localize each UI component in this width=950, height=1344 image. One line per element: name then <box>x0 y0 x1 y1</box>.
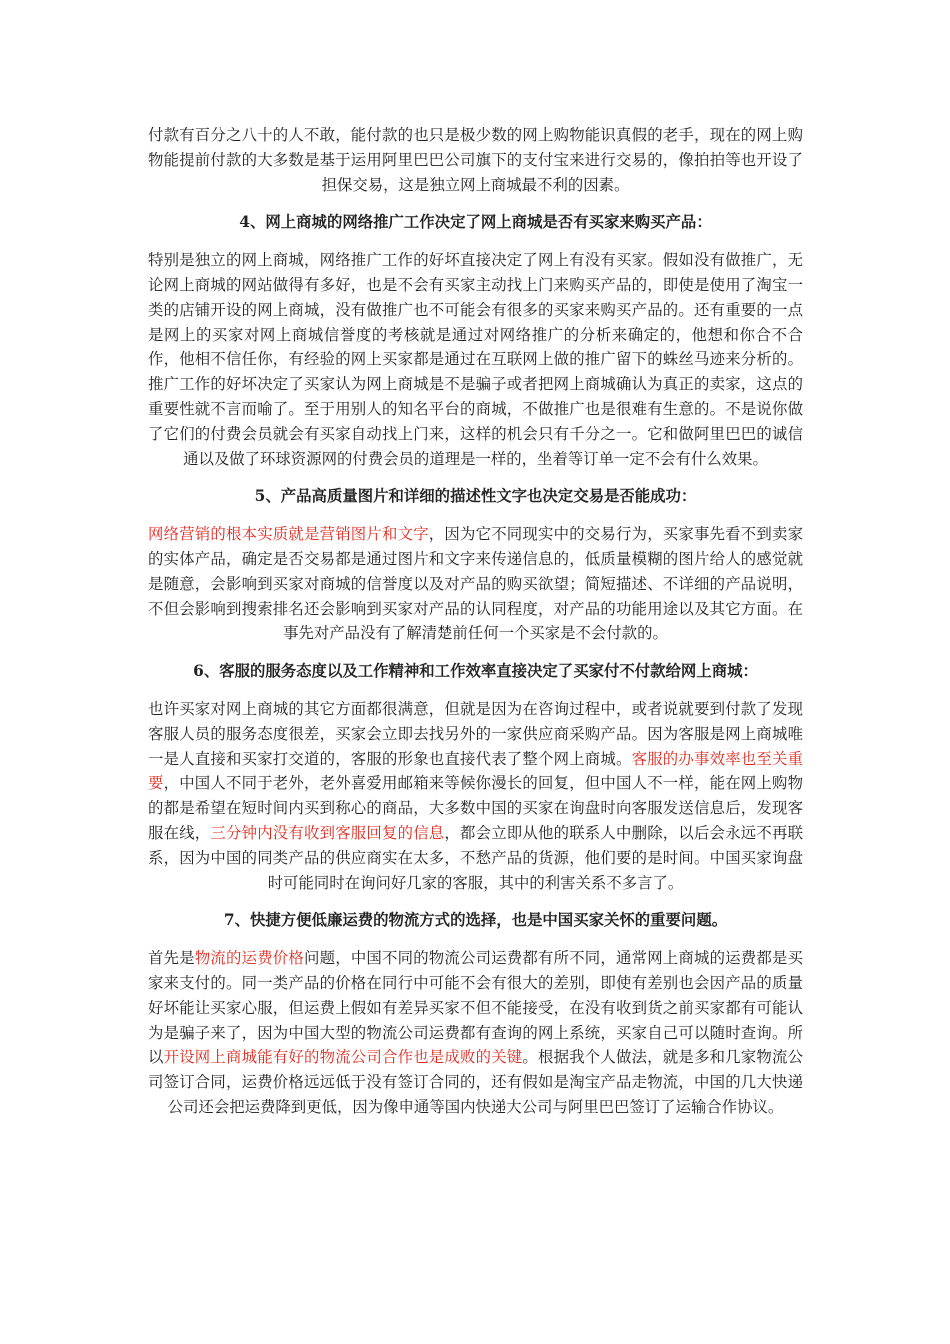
text-run: ，都会立即从他的联系人中删除，以后会永远不再联系，因为中国的同类产品的供应商实在太多，不愁产品的货源，他们要的是时间。中国买家询盘时可能同时在询问好几家的客服，其中的利害关系不多言了。 <box>148 823 803 892</box>
paragraph-promotion <box>148 248 803 471</box>
heading-section-7: 7、快捷方便低廉运费的物流方式的选择，也是中国买家关怀的重要问题。 <box>223 911 728 930</box>
highlight-text: 客服的办事效率也至关重要 <box>148 749 803 793</box>
text-run: ，因为它不同现实中的交易行为，买家事先看不到卖家的实体产品，确定是否交易都是通过图片和文字来传递信息的，低质量模糊的图片给人的感觉就是随意，会影响到买家对商城的信誉度以及对产品的购买欲望；简短描述、不详细的产品说明，不但会影响到搜索排名还会影响到买家对产品的认同程度，对产品的功能用途以及其它方面。在事先对产品没有了解清楚前任何一个买家是不会付款的。 <box>148 525 803 643</box>
text-run: 首先是 <box>148 949 195 968</box>
paragraph-images <box>148 522 803 646</box>
highlight-text: 物流的运费价格 <box>194 949 305 968</box>
paragraph-customer-service <box>148 697 803 895</box>
text-run: 问题，中国不同的物流公司运费都有所不同，通常网上商城的运费都是买家来支付的。同一类产品的价格在同行中可能不会有很大的差别，即使有差别也会因产品的质量好坏能让买家心服，但运费上假如有差异买家不但不能接受，在没有收到货之前买家都有可能认为是骗子来了，因为中国大型的物流公司运费都有查询的网上系统，买家自己可以随时查询。所以 <box>148 949 803 1067</box>
paragraph-logistics <box>148 946 803 1120</box>
text-run: 也许买家对网上商城的其它方面都很满意，但就是因为在咨询过程中，或者说就要到付款了发现客服人员的服务态度很差，买家会立即去找另外的一家供应商采购产品。因为客服是网上商城唯一是人直接和买家打交道的，客服的形象也直接代表了整个网上商城。 <box>148 699 803 768</box>
highlight-text: 网络营销的根本实质就是营销图片和文字 <box>148 525 429 544</box>
text-run: 付款有百分之八十的人不敢，能付款的也只是极少数的网上购物能识真假的老手，现在的网上购物能提前付款的大多数是基于运用阿里巴巴公司旗下的支付宝来进行交易的，像拍拍等也开设了担保交易，这是独立网上商城最不利的因素。 <box>148 126 803 194</box>
text-run: ，中国人不同于老外，老外喜爱用邮箱来等候你漫长的回复，但中国人不一样，能在网上购物的都是希望在短时间内买到称心的商品，大多数中国的买家在询盘时向客服发送信息后，发现客服在线， <box>148 774 803 842</box>
heading-section-6: 6、客服的服务态度以及工作精神和工作效率直接决定了买家付不付款给网上商城： <box>193 662 758 681</box>
text-run: 特别是独立的网上商城，网络推广工作的好坏直接决定了网上有没有买家。假如没有做推广，无论网上商城的网站做得有多好，也是不会有买家主动找上门来购买产品的，即使是使用了淘宝一类的店铺开设的网上商城，没有做推广也不可能会有很多的买家来购买产品的。还有重要的一点是网上的买家对网上商城信誉度的考核就是通过对网络推广的分析来确定的，他想和你合不合作，他相不信任你，有经验的网上买家都是通过在互联网上做的推广留下的蛛丝马迹来分析的。推广工作的好坏决定了买家认为网上商城是不是骗子或者把网上商城确认为真正的卖家，这点的重要性就不言而喻了。至于用别人的知名平台的商城，不做推广也是很难有生意的。不是说你做了它们的付费会员就会有买家自动找上门来，这样的机会只有千分之一。它和做阿里巴巴的诚信通以及做了环球资源网的付费会员的道理是一样的，坐着等订单一定不会有什么效果。 <box>148 251 803 468</box>
heading-section-5: 5、产品高质量图片和详细的描述性文字也决定交易是否能成功： <box>254 487 697 506</box>
highlight-text: 开设网上商城能有好的物流公司合作也是成败的关键 <box>163 1048 523 1067</box>
heading-section-4: 4、网上商城的网络推广工作决定了网上商城是否有买家来购买产品： <box>239 213 712 232</box>
text-run: 。根据我个人做法，就是多和几家物流公司签订合同，运费价格远远低于没有签订合同的，还有假如是淘宝产品走物流，中国的几大快递公司还会把运费降到更低，因为像申通等国内快递大公司与阿里巴巴签订了运输合作协议。 <box>148 1048 803 1116</box>
highlight-text: 三分钟内没有收到客服回复的信息 <box>210 823 445 842</box>
paragraph-payment <box>148 123 803 197</box>
document-page <box>148 123 803 1120</box>
